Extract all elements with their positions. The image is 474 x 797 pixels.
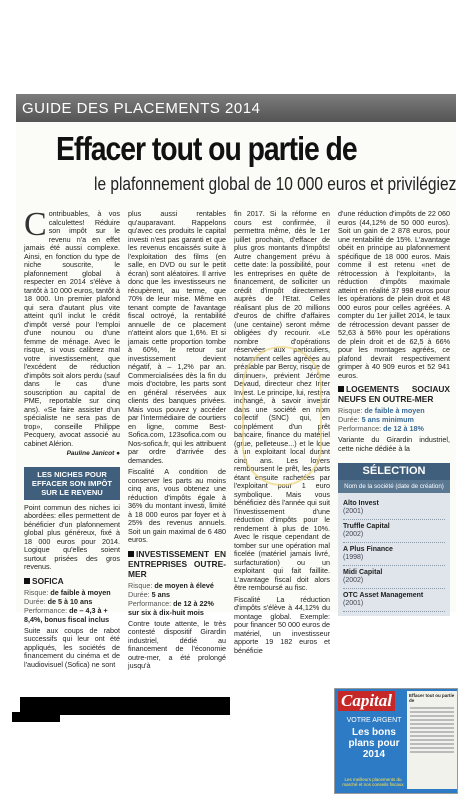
outremer-body-end: d'une réduction d'impôts de 22 060 euros (44,12% de 50 000 euros). Soit un gain de 2 878 euros, pour une rentabilité de 15%. L'avantage obéit en principe au plafonnement spécifique de 18 000 euros. Mais comme il est retenu «net de rétrocession à l'exploitant», la réduction d'impôts maximale atteint en réalité 37 998 euros pour les opérations de plein droit et 48 000 euros pour celles agréées. A compter du 1er juillet 2014, le taux de rétrocession devant passer de 52,63 à 56% pour les opérations de plein droit et de 62,5 à 66% pour les montages agréés, ce plafond devrait respectivement grimper à 40 909 euros et 52 941 euros. xyxy=(338,209,450,380)
sofica-facts: Risque: de faible à moyen Durée: de 5 à 10 ans Performance: de – 4,3 à + 8,4%, bonus fiscal inclus xyxy=(24,587,111,624)
cover-headline: Les bons plans pour 2014 xyxy=(348,727,400,760)
drop-cap: C xyxy=(24,206,47,243)
sofica-title: SOFICA xyxy=(24,576,120,586)
outremer-fiscal: Fiscalité La réduction d'impôts s'élève à 44,12% du montage global. Exemple: pour financer 50 000 euros de matériel, un investisseur apporte 19 182 euros et bénéficie xyxy=(234,594,330,655)
cover-footer: Les meilleurs placements du marché et nos conseils fiscaux xyxy=(342,777,404,787)
subheadline: le plafonnement global de 10 000 euros et privilégiez xyxy=(94,174,457,194)
intro-text: ontribuables, à vos calculettes! Réduire son impôt sur le revenu n'a en effet jamais été aussi complexe. Ainsi, en fonction du type de niche souscrite, le plafonnement global à respecter en 2014 s'élève à tantôt à 10 000 euros, tantôt à 18 000. Un premier plafond qui sera d'autant plus vite atteint qu'il inclut le crédit d'impôt versé pour l'emploi d'une nounou ou d'une femme de ménage. Avec le risque, si vous calibrez mal votre investissement, que l'excédent de réduction d'impôts soit alors perdu (sauf dans le cas d'une souscription au capital de PME, reportable sur cinq ans). «Se faire assister d'un spécialiste ne sera pas de trop», conseille Philippe Pecquery, avocat associé au cabinet Alérion. xyxy=(24,209,120,448)
magazine-cover-thumbnail[interactable] xyxy=(334,688,458,794)
sofica-fiscal: Fiscalité A condition de conserver les parts au moins cinq ans, vous obtenez une réduction d'impôts égale à 36% du montant investi, limité à 18 000 euros par foyer et à 25% des revenus annuels. Soit un gain maximal de 6 480 euros. xyxy=(128,467,226,544)
square-bullet-icon xyxy=(128,551,134,557)
redaction-bar-small xyxy=(12,712,60,722)
magazine-page xyxy=(16,94,457,670)
selection-item: Truffle Capital (2002) xyxy=(343,520,445,543)
social-housing-body: Variante du Girardin industriel, cette niche dédiée à la xyxy=(338,435,450,453)
section-banner xyxy=(16,94,456,122)
author-signature: Pauline Janicot ● xyxy=(66,450,120,457)
square-bullet-icon xyxy=(24,578,30,584)
selection-title: SÉLECTION xyxy=(338,463,450,480)
column-1 xyxy=(24,206,120,669)
sofica-body: Suite aux coups de rabot successifs qui leur ont été appliqués, les sociétés de financement du cinéma et de l'audiovisuel (Sofica) ne sont xyxy=(24,625,120,669)
social-housing-title: LOGEMENTS SOCIAUX NEUFS EN OUTRE-MER xyxy=(338,384,450,404)
niches-box-title: LES NICHES POUR EFFACER SON IMPÔT SUR LE REVENU xyxy=(24,467,120,500)
social-housing-facts: Risque: de faible à moyen Durée: 5 ans minimum Performance: de 12 à 18% xyxy=(338,406,425,433)
selection-item: A Plus Finance (1998) xyxy=(343,543,445,566)
outremer-body: Contre toute attente, le très contesté dispositif Girardin industriel, dédié au financement de l'économie outre-mer, a été prolongé jusqu'à xyxy=(128,618,226,670)
outremer-title: INVESTISSEMENT EN ENTREPRISES OUTRE-MER xyxy=(128,548,226,579)
niches-box-intro: Point commun des niches ici abordées: elles permettent de bénéficier d'un plafonnement global plus généreux, fixé à 18 000 euros pour 2014. Logique qu'elles soient surtout prisées des gros revenus. xyxy=(24,502,120,571)
column-2 xyxy=(128,209,226,670)
selection-item: OTC Asset Management (2001) xyxy=(343,589,445,612)
cover-kicker: VOTRE ARGENT xyxy=(346,717,402,724)
selection-box xyxy=(338,480,450,616)
column-4 xyxy=(338,210,450,610)
column-3 xyxy=(234,209,330,655)
headline: Effacer tout ou partie de xyxy=(56,130,357,167)
selection-item: Alto Invest (2001) xyxy=(343,497,445,520)
cover-article-title: Effacer tout ou partie de xyxy=(409,693,455,703)
outremer-facts: Risque: de moyen à élevé Durée: 5 ans Performance: de 12 à 22% sur six à dix-huit mois xyxy=(128,580,214,617)
outremer-body-continued: fin 2017. Si la réforme en cours est confirmée, il permettra même, dès le 1er juillet prochain, d'effacer de plus gros montants d'impôts! Autre changement prévu à cette date: la possibilité, pour les entreprises en quête de financement, de solliciter un crédit d'impôt directement auprès de l'Etat. Celles réalisant plus de 20 millions d'euros de chiffre d'affaires (une centaine) seront même obligées d'y recourir. «Le nombre d'opérations réservées aux particuliers, notamment celles agréées au préalable par Bercy, risque de diminuer», prévient Jérôme Devaud, directeur chez Inter Invest. Le principe, lui, restera inchangé, à savoir investir dans une société en nom collectif (SNC) qui, en complément d'un prêt bancaire, finance du matériel (grue, pelleteuse...) et le loue à un exploitant local durant cinq ans. Les loyers remboursent le prêt, les parts étant ensuite rachetées par l'exploitant pour 1 euro symbolique. Mais vous bénéficiez dès l'année qui suit l'investissement d'une réduction d'impôts pour le rendement à plus de 10%. Avec le risque cependant de tomber sur une opération mal ficelée (matériel jamais livré, surfacturation) ou un exploitant qui fait faillite. L'avantage fiscal doit alors être remboursé au fisc. xyxy=(234,209,330,592)
cover-article-preview xyxy=(407,691,457,789)
sofica-body-continued: plus aussi rentables qu'auparavant. Rappelons qu'avec ces produits le capital investi n'est pas garanti et que les revenus encaissés suite à l'exploitation des films (en salle, en DVD ou sur le petit écran) sont aléatoires. Il arrive donc que les investisseurs ne récupèrent, au terme, que 70% de leur mise. Même en tenant compte de l'avantage fiscal octroyé, la rentabilité annuelle de ce placement n'atteint alors que 1,6%. Et si jamais cette proportion tombe à 60%, le retour sur investissement devient négatif, à – 1,2% par an. Commercialisées dès la fin du mois d'octobre, les parts sont en général réservées aux clients des banques privées. Mais vous pouvez y accéder par l'intermédiaire de courtiers en ligne, comme Best-Sofica.com, 123sofica.com ou Nos-sofica.fr, qui les attribuent par ordre d'arrivée des demandes. xyxy=(128,209,226,465)
square-bullet-icon xyxy=(338,386,344,392)
magazine-logo: Capital xyxy=(338,691,395,711)
section-banner-text: GUIDE DES PLACEMENTS 2014 xyxy=(22,99,261,117)
selection-header: Nom de la société (date de création) xyxy=(338,480,450,493)
selection-item: Midi Capital (2002) xyxy=(343,566,445,589)
